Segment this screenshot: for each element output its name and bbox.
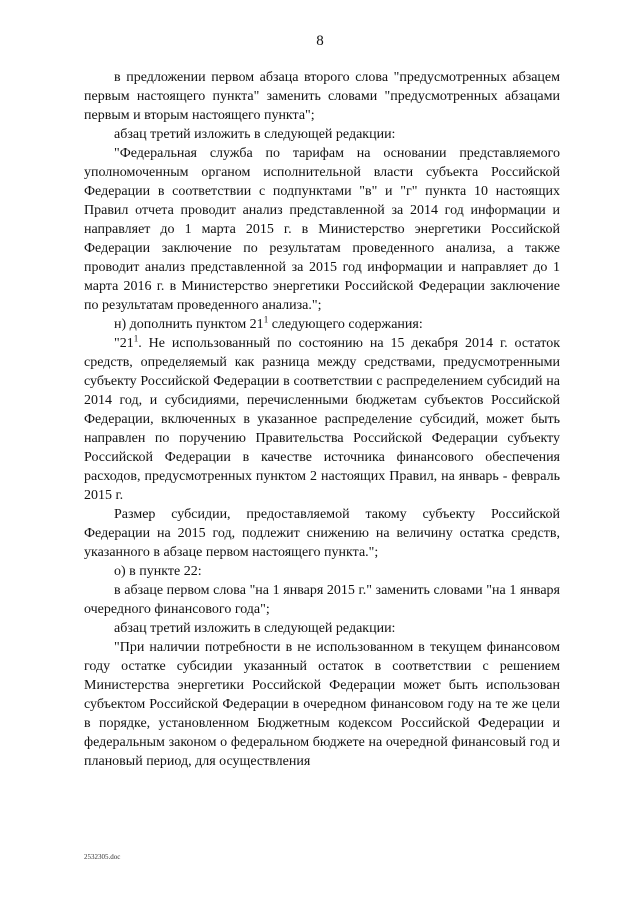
paragraph-text: н) дополнить пунктом 21 bbox=[114, 317, 264, 332]
page-number: 8 bbox=[316, 33, 324, 49]
paragraph: Размер субсидии, предоставляемой такому субъекту Российской Федерации на 2015 год, подлежит снижению на величину остатка средств, указанного в абзаце первом настоящего пункта."; bbox=[84, 507, 560, 560]
superscript: 1 bbox=[263, 314, 269, 325]
document-body bbox=[84, 68, 560, 771]
paragraph: "Федеральная служба по тарифам на основании представляемого уполномоченным органом исполнительной власти субъекта Российской Федерации в соответствии с подпунктами "в" и "г" пункта 10 настоящих Правил отчета проводит анализ представленной за 2014 год информации и направляет до 1 марта 2015 г. в Министерство энергетики Российской Федерации заключение по результатам проведенного анализа, а также проводит анализ представленной за 2015 год информации и направляет до 1 марта 2016 г. в Министерство энергетики Российской Федерации заключение по результатам проведенного анализа."; bbox=[84, 146, 560, 313]
paragraph: в предложении первом абзаца второго слова "предусмотренных абзацем первым настоящего пункта" заменить словами "предусмотренных абзацами первым и вторым настоящего пункта"; bbox=[84, 70, 560, 123]
paragraph-text: . Не использованный по состоянию на 15 декабря 2014 г. остаток средств, определяемый как разница между средствами, предусмотренными субъекту Российской Федерации в соответствии с распределением субсидий на 2014 год, и субсидиями, перечисленными бюджетам субъектов Российской Федерации, включенных в указанное распределение субсидий, может быть направлен по поручению Правительства Российской Федерации субъекту Российской Федерации в качестве источника финансового обеспечения расходов, предусмотренных пунктом 2 настоящих Правил, на январь - февраль 2015 г. bbox=[84, 336, 560, 503]
paragraph-text: "21 bbox=[114, 336, 134, 351]
paragraph: "При наличии потребности в не использованном в текущем финансовом году остатке субсидии указанный остаток в соответствии с решением Министерства энергетики Российской Федерации может быть использован субъектом Российской Федерации в очередном финансовом году на те же цели в порядке, установленном Бюджетным кодексом Российской Федерации и федеральным законом о федеральном бюджете на очередной финансовый год и плановый период, для осуществления bbox=[84, 640, 560, 769]
paragraph-add-point bbox=[84, 315, 560, 334]
paragraph-point-21-1 bbox=[84, 334, 560, 505]
paragraph: абзац третий изложить в следующей редакции: bbox=[114, 127, 396, 142]
paragraph-text: следующего содержания: bbox=[268, 317, 423, 332]
paragraph: о) в пункте 22: bbox=[114, 564, 202, 579]
footer-filename: 2532305.doc bbox=[84, 853, 121, 861]
paragraph: абзац третий изложить в следующей редакции: bbox=[114, 621, 396, 636]
superscript: 1 bbox=[133, 333, 139, 344]
paragraph: в абзаце первом слова "на 1 января 2015 г." заменить словами "на 1 января очередного финансового года"; bbox=[84, 583, 560, 617]
